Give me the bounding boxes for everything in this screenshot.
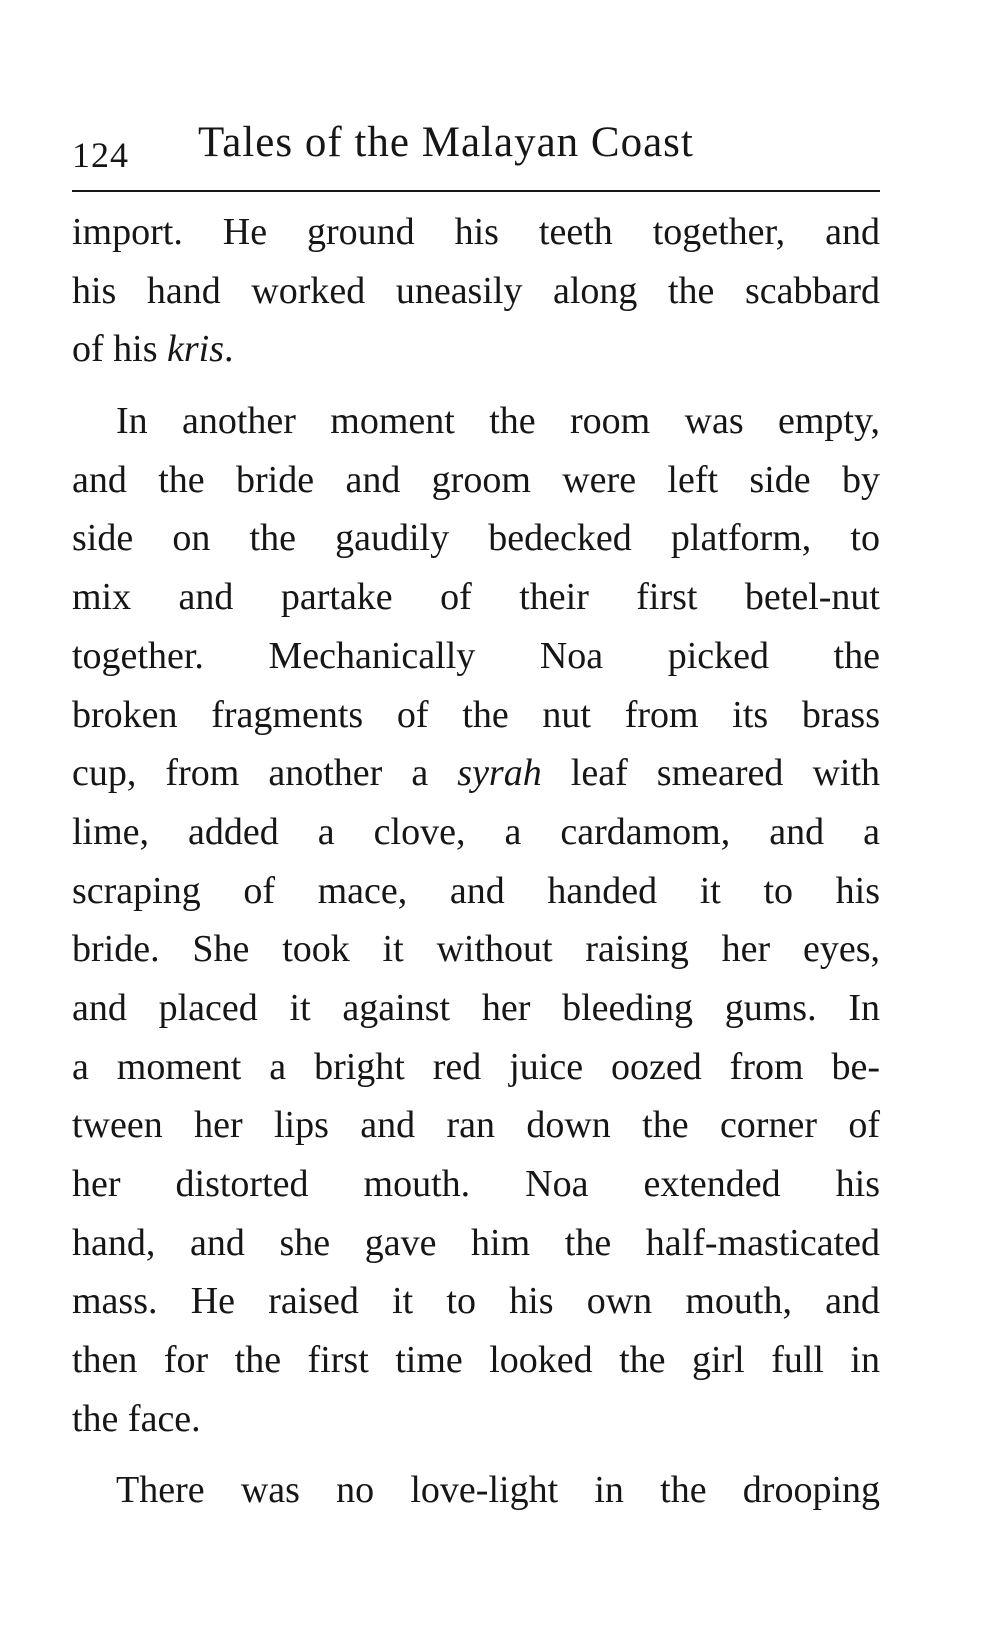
text-run: cup, from another a — [72, 752, 458, 795]
paragraph-gap — [72, 379, 880, 392]
text-run: the face. — [72, 1397, 201, 1440]
text-run: his hand worked uneasily along the scabbard — [72, 269, 880, 312]
text-run: mass. He raised it to his own mouth, and — [72, 1280, 880, 1323]
text-run: lime, added a clove, a cardamom, and a — [72, 810, 880, 853]
paragraph — [72, 392, 880, 1448]
text-line — [72, 627, 880, 686]
text-line — [72, 920, 880, 979]
text-line — [72, 451, 880, 510]
text-run: then for the first time looked the girl full in — [72, 1339, 880, 1382]
text-run: In another moment the room was empty, — [116, 400, 880, 443]
text-line — [72, 1461, 880, 1520]
text-line — [72, 262, 880, 321]
paragraph — [72, 203, 880, 379]
text-run: tween her lips and ran down the corner of — [72, 1104, 880, 1147]
text-run: and placed it against her bleeding gums. In — [72, 986, 880, 1029]
text-line — [72, 1390, 880, 1449]
text-run: leaf smeared with — [541, 752, 881, 795]
text-line — [72, 1096, 880, 1155]
text-line — [72, 1155, 880, 1214]
text-run: There was no love-light in the drooping — [116, 1469, 880, 1512]
text-run: . — [224, 328, 234, 371]
running-header — [72, 112, 880, 175]
text-run: bride. She took it without raising her eyes, — [72, 928, 880, 971]
text-line — [72, 1331, 880, 1390]
text-run: mix and partake of their first betel-nut — [72, 576, 880, 619]
text-line — [72, 686, 880, 745]
paragraph-gap — [72, 1448, 880, 1461]
paragraph — [72, 1461, 880, 1520]
text-run: of his — [72, 328, 167, 371]
italic-word: syrah — [457, 752, 542, 795]
text-run: a moment a bright red juice oozed from be- — [72, 1045, 880, 1088]
text-line — [72, 862, 880, 921]
page-number: 124 — [72, 135, 129, 175]
text-line — [72, 509, 880, 568]
header-rule — [72, 190, 880, 192]
text-line — [72, 320, 880, 379]
text-line — [72, 803, 880, 862]
body-text — [72, 203, 880, 1520]
text-run: her distorted mouth. Noa extended his — [72, 1163, 880, 1205]
text-line — [72, 568, 880, 627]
text-run: together. Mechanically Noa picked the — [72, 634, 880, 677]
text-run: import. He ground his teeth together, and — [72, 211, 880, 253]
text-line — [72, 203, 880, 262]
text-run: hand, and she gave him the half-masticated — [72, 1221, 880, 1264]
text-line — [72, 392, 880, 451]
text-line — [72, 1272, 880, 1331]
text-line — [72, 979, 880, 1038]
text-run: and the bride and groom were left side by — [72, 458, 880, 501]
text-run: scraping of mace, and handed it to his — [72, 869, 880, 912]
italic-word: kris — [167, 328, 224, 371]
text-run: broken fragments of the nut from its brass — [72, 693, 880, 736]
text-line — [72, 1038, 880, 1097]
text-line — [72, 744, 880, 803]
text-line — [72, 1214, 880, 1273]
text-run: side on the gaudily bedecked platform, to — [72, 517, 880, 560]
running-title: Tales of the Malayan Coast — [198, 119, 694, 166]
